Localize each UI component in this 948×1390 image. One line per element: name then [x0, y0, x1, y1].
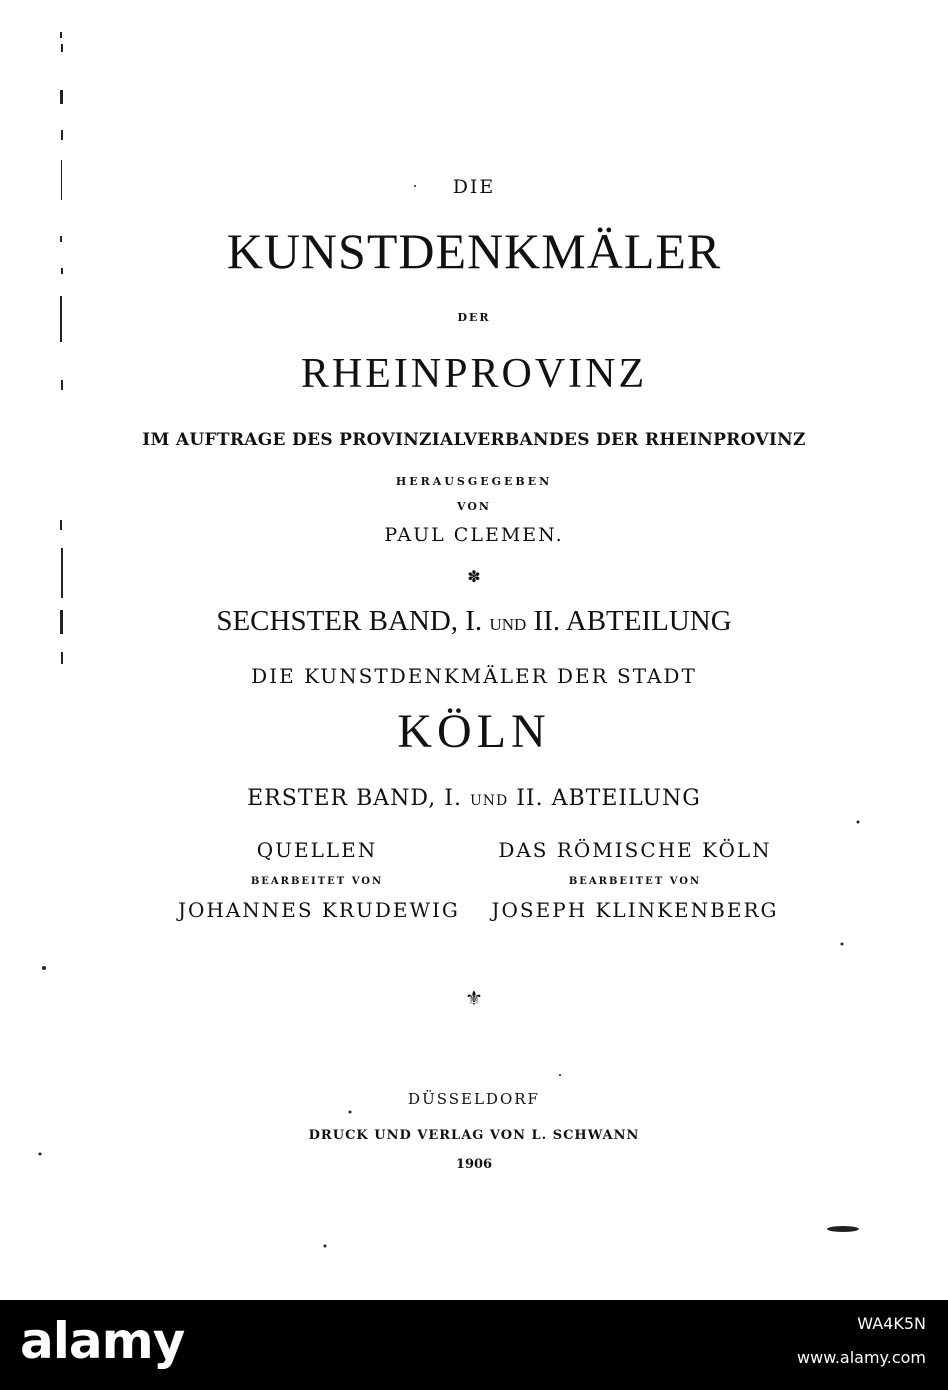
city-subtitle: DIE KUNSTDENKMÄLER DER STADT	[251, 664, 697, 688]
first-volume-und: UND	[469, 793, 509, 809]
imprint-year: 1906	[455, 1157, 493, 1172]
right-column-author: JOSEPH KLINKENBERG	[491, 898, 779, 922]
alamy-logo: alamy	[20, 1312, 185, 1370]
ornament-star-icon: ✽	[467, 567, 481, 586]
left-column-author: JOHANNES KRUDEWIG	[178, 898, 460, 922]
von-line: VON	[457, 500, 491, 513]
site-url-label: www.alamy.com	[797, 1348, 926, 1367]
image-id-label: WA4K5N	[857, 1314, 926, 1333]
city-title-koln: KÖLN	[397, 705, 551, 758]
fleuron-icon: ⚜	[465, 986, 483, 1010]
editor-name: PAUL CLEMEN.	[384, 524, 564, 546]
volume-part1: SECHSTER BAND, I.	[216, 605, 483, 637]
first-volume-part1: ERSTER BAND, I.	[247, 786, 462, 811]
right-column-byline: BEARBEITET VON	[568, 876, 702, 887]
title-die: DIE	[452, 176, 496, 198]
herausgegeben-line: HERAUSGEGEBEN	[395, 475, 553, 488]
right-column-heading: DAS RÖMISCHE KÖLN	[498, 838, 772, 862]
volume-und: UND	[489, 615, 527, 634]
title-der: DER	[457, 311, 491, 324]
title-rheinprovinz: RHEINPROVINZ	[300, 351, 648, 397]
volume-part2: II. ABTEILUNG	[533, 605, 732, 637]
left-column-byline: BEARBEITET VON	[250, 876, 384, 887]
imprint-city: DÜSSELDORF	[408, 1090, 540, 1108]
first-volume-part2: II. ABTEILUNG	[516, 786, 701, 811]
volume-line	[0, 605, 948, 638]
title-kunstdenkmaler: KUNSTDENKMÄLER	[226, 223, 722, 279]
imprint-publisher: DRUCK UND VERLAG VON L. SCHWANN	[308, 1128, 640, 1143]
first-volume-line	[0, 786, 948, 811]
watermark-footer	[0, 1300, 948, 1390]
left-column-heading: QUELLEN	[256, 838, 378, 862]
commission-line: IM AUFTRAGE DES PROVINZIALVERBANDES DER RHEINPROVINZ	[142, 430, 806, 450]
